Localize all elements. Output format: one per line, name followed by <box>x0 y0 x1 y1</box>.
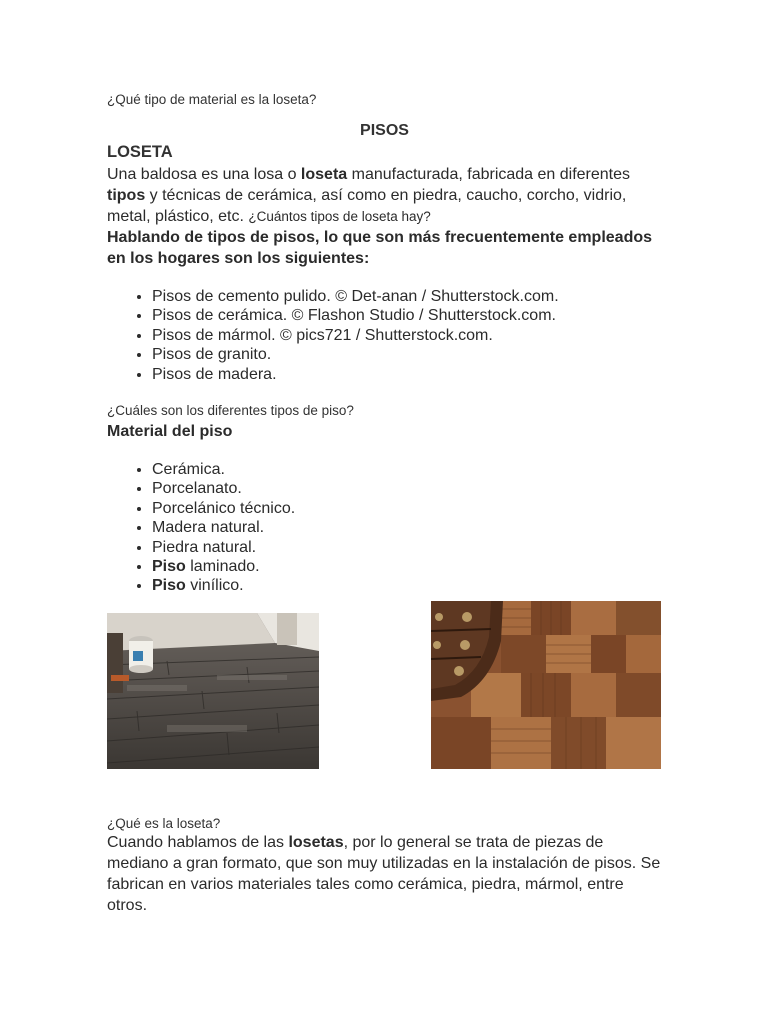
list-item: • Porcelanato. <box>152 479 667 498</box>
question-types: ¿Cuáles son los diferentes tipos de piso? <box>107 403 354 418</box>
final-paragraph <box>107 832 667 916</box>
intro-text-2: manufacturada, fabricada en diferentes <box>347 166 631 183</box>
list-item: • Piedra natural. <box>152 538 667 557</box>
list-item: • Pisos de madera. <box>152 365 667 384</box>
loseta-heading: LOSETA <box>107 143 173 161</box>
material-heading: Material del piso <box>107 423 233 440</box>
material-list <box>107 460 667 596</box>
dark-plank-floor-photo <box>107 613 319 769</box>
list-item: • Pisos de granito. <box>152 345 667 364</box>
list-item-bold: Piso <box>152 577 186 595</box>
floor-types-list <box>107 287 667 384</box>
intro-paragraph <box>107 164 667 227</box>
question-how-many: ¿Cuántos tipos de loseta hay? <box>248 209 431 224</box>
question-material: ¿Qué tipo de material es la loseta? <box>107 92 317 107</box>
intro-bold-loseta: loseta <box>300 166 348 183</box>
list-item: • Pisos de cerámica. © Flashon Studio / Shutterstock.com. <box>152 306 667 325</box>
list-item: • Madera natural. <box>152 518 667 537</box>
final-bold-losetas: losetas <box>288 834 344 851</box>
final-text-2: , por lo general se trata de piezas de mediano a gran formato, que son muy utilizadas en la instalación de pisos. Se fabrican en varios materiales tales como cerámica, piedra, mármol, entre otros. <box>107 834 661 914</box>
list-item-bold: Piso <box>152 558 186 576</box>
list-item <box>152 557 667 576</box>
intro-text-3: y técnicas de cerámica, así como en piedra, caucho, corcho, vidrio, metal, plástico, etc. <box>107 187 627 225</box>
list-item: • Porcelánico técnico. <box>152 499 667 518</box>
question-what-is: ¿Qué es la loseta? <box>107 816 221 831</box>
list-item: • Pisos de cemento pulido. © Det-anan / Shutterstock.com. <box>152 287 667 306</box>
bold-statement: Hablando de tipos de pisos, lo que son más frecuentemente empleados en los hogares son los siguientes: <box>107 229 653 267</box>
intro-bold-tipos: tipos <box>107 187 146 204</box>
list-item: • Cerámica. <box>152 460 667 479</box>
list-item-text: vinílico. <box>185 577 244 595</box>
pisos-title: PISOS <box>360 122 409 139</box>
list-item: • Pisos de mármol. © pics721 / Shutterstock.com. <box>152 326 667 345</box>
parquet-floor-photo <box>431 601 661 769</box>
intro-text-1: Una baldosa es una losa o <box>107 166 301 183</box>
list-item <box>152 576 667 595</box>
final-text-1: Cuando hablamos de las <box>107 834 289 851</box>
list-item-text: laminado. <box>185 558 260 576</box>
